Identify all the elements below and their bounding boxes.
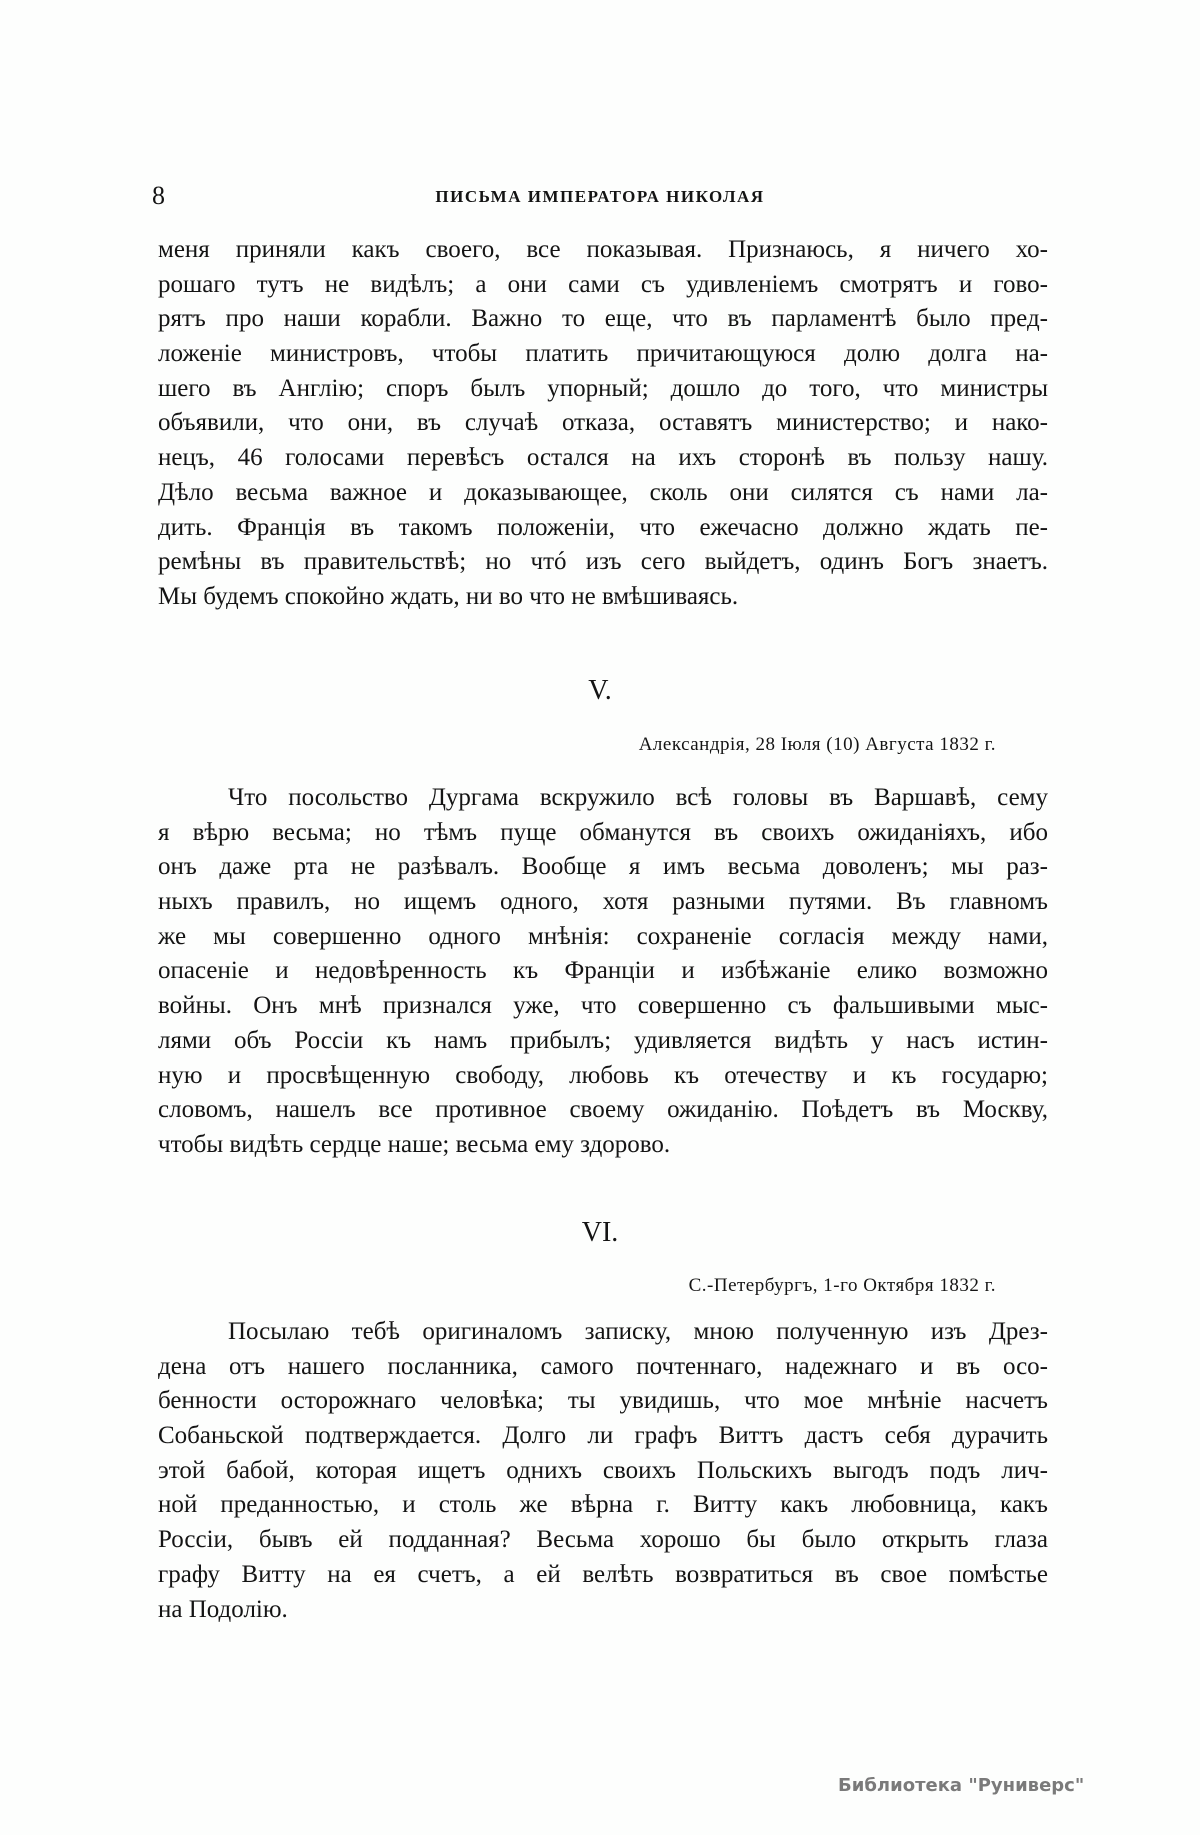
text-line: бенности осторожнаго человѣка; ты увидишь, что мое мнѣніе насчетъ bbox=[158, 1387, 1048, 1415]
text-line: рошаго тутъ не видѣлъ; а они сами съ удивленіемъ смотрятъ и гово- bbox=[158, 270, 1048, 298]
running-head: ПИСЬМА ИМПЕРАТОРА НИКОЛАЯ bbox=[435, 187, 765, 206]
text-line: Собаньской подтверждается. Долго ли графъ Виттъ дастъ себя дурачить bbox=[158, 1422, 1048, 1450]
text-line: нецъ, 46 голосами перевѣсъ остался на ихъ сторонѣ въ пользу нашу. bbox=[158, 444, 1048, 472]
text-line: Россіи, бывъ ей подданная? Весьма хорошо бы было открыть глаза bbox=[158, 1526, 1048, 1554]
text-line: меня приняли какъ своего, все показывая. Признаюсь, я ничего хо- bbox=[158, 236, 1048, 263]
paragraph-continuation bbox=[158, 233, 1048, 615]
section-number-vi: VI. bbox=[581, 1217, 619, 1248]
text-line: Дѣло весьма важное и доказывающее, сколь они силятся съ нами ла- bbox=[158, 478, 1048, 506]
text-line: дить. Франція въ такомъ положеніи, что ежечасно должно ждать пе- bbox=[158, 513, 1048, 541]
section-number-v: V. bbox=[588, 675, 612, 706]
text-line: лями объ Россіи къ намъ прибылъ; удивляется видѣть у насъ истин- bbox=[158, 1026, 1048, 1054]
text-line: онъ даже рта не разѣвалъ. Вообще я имъ весьма доволенъ; мы раз- bbox=[158, 853, 1048, 881]
text-line: этой бабой, которая ищетъ однихъ своихъ Польскихъ выгодъ подъ лич- bbox=[158, 1456, 1048, 1484]
text-line: чтобы видѣть сердце наше; весьма ему здорово. bbox=[158, 1130, 671, 1158]
text-line: ной преданностью, и столь же вѣрна г. Витту какъ любовница, какъ bbox=[158, 1491, 1048, 1519]
text-line: Посылаю тебѣ оригиналомъ записку, мною полученную изъ Дрез- bbox=[228, 1318, 1048, 1345]
library-watermark: Библиотека "Руниверс" bbox=[838, 1775, 1085, 1796]
text-line: ложеніе министровъ, чтобы платить причитающуюся долю долга на- bbox=[158, 340, 1048, 368]
paragraph-v bbox=[158, 781, 1048, 1163]
text-line: войны. Онъ мнѣ признался уже, что совершенно съ фальшивыми мыс- bbox=[158, 992, 1048, 1020]
text-line: ремѣны въ правительствѣ; но чтó изъ сего выйдетъ, одинъ Богъ знаетъ. bbox=[158, 548, 1048, 576]
page-number: 8 bbox=[152, 181, 165, 210]
text-line: Что посольство Дургама вскружило всѣ головы въ Варшавѣ, сему bbox=[228, 784, 1048, 811]
paragraph-vi bbox=[158, 1315, 1048, 1627]
text-line: графу Витту на ея счетъ, а ей велѣть возвратиться въ свое помѣстье bbox=[158, 1560, 1048, 1588]
text-line: словомъ, нашелъ все противное своему ожиданію. Поѣдетъ въ Москву, bbox=[158, 1096, 1048, 1124]
text-line: объявили, что они, въ случаѣ отказа, оставятъ министерство; и нако- bbox=[158, 409, 1048, 437]
text-line: шего въ Англію; споръ былъ упорный; дошло до того, что министры bbox=[158, 374, 1048, 402]
text-line: же мы совершенно одного мнѣнія: сохраненіе согласія между нами, bbox=[158, 922, 1048, 950]
text-line: Мы будемъ спокойно ждать, ни во что не вмѣшиваясь. bbox=[158, 582, 739, 610]
text-line: я вѣрю весьма; но тѣмъ пуще обманутся въ своихъ ожиданіяхъ, ибо bbox=[158, 818, 1048, 846]
text-line: опасеніе и недовѣренность къ Франціи и избѣжаніе елико возможно bbox=[158, 957, 1048, 985]
text-line: на Подолію. bbox=[158, 1595, 288, 1623]
text-line: дена отъ нашего посланника, самого почтеннаго, надежнаго и въ осо- bbox=[158, 1352, 1048, 1380]
dateline-vi: С.-Петербургъ, 1-го Октября 1832 г. bbox=[688, 1275, 996, 1296]
text-line: ныхъ правилъ, но ищемъ одного, хотя разными путями. Въ главномъ bbox=[158, 888, 1048, 916]
text-line: рятъ про наши корабли. Важно то еще, что въ парламентѣ было пред- bbox=[158, 305, 1048, 333]
dateline-v: Александрія, 28 Іюля (10) Августа 1832 г. bbox=[638, 734, 996, 755]
text-line: ную и просвѣщенную свободу, любовь къ отечеству и къ государю; bbox=[158, 1061, 1048, 1089]
